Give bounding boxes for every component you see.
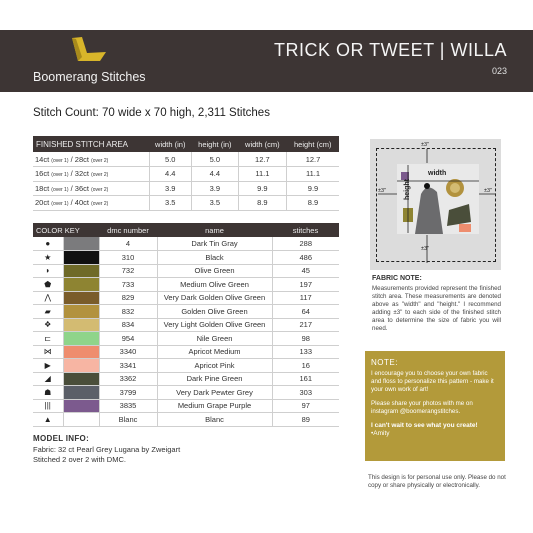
column-header: width (in) <box>149 136 192 152</box>
height-cm-cell: 12.7 <box>287 152 339 167</box>
count-b-note: (over 2) <box>91 201 109 208</box>
count-a-note: (over 1) <box>51 201 69 208</box>
width-cm-cell: 11.1 <box>238 167 286 182</box>
stitch-symbol-icon: ★ <box>33 251 63 265</box>
color-name-cell: Blanc <box>157 413 272 427</box>
width-in-cell: 4.4 <box>149 167 192 182</box>
color-name-cell: Very Dark Golden Olive Green <box>157 291 272 305</box>
header-banner <box>0 30 533 92</box>
stitches-cell: 303 <box>272 386 339 400</box>
stitches-cell: 98 <box>272 332 339 346</box>
dmc-number-cell: 3341 <box>99 359 157 373</box>
stitches-cell: 288 <box>272 237 339 251</box>
table-row <box>33 181 339 196</box>
color-swatch <box>64 359 99 372</box>
table-row <box>33 305 339 319</box>
color-swatch-cell <box>63 264 99 278</box>
height-label: height <box>404 179 411 200</box>
model-info-stitched: Stitched 2 over 2 with DMC. <box>33 455 126 464</box>
model-info-title: MODEL INFO: <box>33 434 90 443</box>
height-in-cell: 3.9 <box>192 181 239 196</box>
count-b: 40ct <box>74 198 89 208</box>
dim-top-label: ±3" <box>421 142 430 148</box>
color-swatch-cell <box>63 399 99 413</box>
color-swatch-cell <box>63 278 99 292</box>
width-cm-cell: 12.7 <box>238 152 286 167</box>
table-row <box>33 152 339 167</box>
table-row <box>33 237 339 251</box>
table-row <box>33 196 339 211</box>
color-swatch-cell <box>63 359 99 373</box>
dmc-number-cell: 954 <box>99 332 157 346</box>
count-b: 32ct <box>74 169 89 179</box>
dmc-number-cell: 4 <box>99 237 157 251</box>
stitches-cell: 64 <box>272 305 339 319</box>
color-swatch-cell <box>63 332 99 346</box>
column-header: width (cm) <box>238 136 286 152</box>
table-row <box>33 251 339 265</box>
column-header: FINISHED STITCH AREA <box>33 136 149 152</box>
stitches-cell: 133 <box>272 345 339 359</box>
dim-bottom-label: ±3" <box>421 246 430 252</box>
note-paragraph-2: Please share your photos with me on instagram @boomerangstitches. <box>371 400 473 415</box>
column-header: COLOR KEY <box>33 223 99 237</box>
count-a: 14ct <box>35 154 50 164</box>
height-cm-cell: 9.9 <box>287 181 339 196</box>
width-in-cell: 5.0 <box>149 152 192 167</box>
table-header-row <box>33 136 339 152</box>
table-row <box>33 278 339 292</box>
note-box <box>365 351 505 461</box>
color-swatch <box>64 305 99 318</box>
color-name-cell: Very Light Golden Olive Green <box>157 318 272 332</box>
disclaimer: This design is for personal use only. Please do not copy or share physically or electronically. <box>368 474 506 489</box>
color-swatch-cell <box>63 372 99 386</box>
fabric-note-text: Measurements provided represent the finished stitch area. These measurements are denoted above as "width" and "height." I recommend adding ±3" to each side of the finished stitch area to determine the size of fabric you will need. <box>372 285 501 332</box>
color-swatch <box>64 400 99 413</box>
width-in-cell: 3.5 <box>149 196 192 211</box>
dmc-number-cell: 733 <box>99 278 157 292</box>
color-name-cell: Nile Green <box>157 332 272 346</box>
dim-left-label: ±3" <box>378 188 387 194</box>
stitch-symbol-icon: ☗ <box>33 386 63 400</box>
color-swatch <box>64 237 99 250</box>
stitch-symbol-icon: ◢ <box>33 372 63 386</box>
dimension-lines <box>370 139 501 270</box>
stitch-symbol-icon: ❖ <box>33 318 63 332</box>
color-swatch <box>64 292 99 305</box>
note-signature: •Amity <box>371 430 390 437</box>
stitches-cell: 197 <box>272 278 339 292</box>
stitch-symbol-icon: ◗ <box>33 264 63 278</box>
color-name-cell: Apricot Medium <box>157 345 272 359</box>
color-name-cell: Olive Green <box>157 264 272 278</box>
height-cm-cell: 8.9 <box>287 196 339 211</box>
color-swatch-cell <box>63 345 99 359</box>
table-row <box>33 291 339 305</box>
color-swatch <box>64 332 99 345</box>
table-row <box>33 332 339 346</box>
color-swatch-cell <box>63 305 99 319</box>
stitch-symbol-icon: ⊏ <box>33 332 63 346</box>
color-swatch <box>64 278 99 291</box>
dmc-number-cell: 3362 <box>99 372 157 386</box>
brand-name: Boomerang Stitches <box>33 70 146 84</box>
table-row <box>33 413 339 427</box>
color-swatch-cell <box>63 413 99 427</box>
stitch-symbol-icon: ||| <box>33 399 63 413</box>
column-header: height (cm) <box>287 136 339 152</box>
stitches-cell: 486 <box>272 251 339 265</box>
color-swatch <box>64 265 99 278</box>
pattern-code: 023 <box>491 66 507 76</box>
table-row <box>33 399 339 413</box>
stitch-symbol-icon: ▰ <box>33 305 63 319</box>
stitches-cell: 16 <box>272 359 339 373</box>
stitches-cell: 217 <box>272 318 339 332</box>
fabric-note-title: FABRIC NOTE: <box>372 275 422 282</box>
column-header: dmc number <box>99 223 157 237</box>
table-row <box>33 359 339 373</box>
pattern-title: TRICK OR TWEET | WILLA <box>273 40 507 60</box>
table-row <box>33 318 339 332</box>
dmc-number-cell: 3340 <box>99 345 157 359</box>
color-swatch <box>64 413 99 426</box>
height-in-cell: 5.0 <box>192 152 239 167</box>
dmc-number-cell: 832 <box>99 305 157 319</box>
fabric-count-cell: 16ct (over 1) / 32ct (over 2) <box>33 167 149 182</box>
model-info-fabric: Fabric: 32 ct Pearl Grey Lugana by Zweigart <box>33 445 181 454</box>
count-b: 36ct <box>74 183 89 193</box>
color-name-cell: Very Dark Pewter Grey <box>157 386 272 400</box>
color-name-cell: Medium Olive Green <box>157 278 272 292</box>
count-a: 18ct <box>35 183 50 193</box>
table-row <box>33 372 339 386</box>
width-cm-cell: 8.9 <box>238 196 286 211</box>
stitch-symbol-icon: ▲ <box>33 413 63 427</box>
fabric-count-cell: 14ct (over 1) / 28ct (over 2) <box>33 152 149 167</box>
height-cm-cell: 11.1 <box>287 167 339 182</box>
color-swatch-cell <box>63 291 99 305</box>
note-bold-line: I can't wait to see what you create! <box>371 422 478 429</box>
color-swatch <box>64 386 99 399</box>
stitch-symbol-icon: ● <box>33 237 63 251</box>
count-a-note: (over 1) <box>51 157 69 164</box>
count-b-note: (over 2) <box>91 157 109 164</box>
color-name-cell: Black <box>157 251 272 265</box>
fabric-count-cell: 18ct (over 1) / 36ct (over 2) <box>33 181 149 196</box>
color-swatch-cell <box>63 386 99 400</box>
count-a-note: (over 1) <box>51 186 69 193</box>
count-a: 16ct <box>35 169 50 179</box>
count-b-note: (over 2) <box>91 186 109 193</box>
stitches-cell: 97 <box>272 399 339 413</box>
dmc-number-cell: 829 <box>99 291 157 305</box>
table-row <box>33 264 339 278</box>
dim-right-label: ±3" <box>484 188 493 194</box>
color-swatch <box>64 346 99 359</box>
stitches-cell: 45 <box>272 264 339 278</box>
note-title: NOTE: <box>371 358 398 367</box>
dmc-number-cell: 834 <box>99 318 157 332</box>
color-swatch-cell <box>63 318 99 332</box>
count-a: 20ct <box>35 198 50 208</box>
width-label: width <box>428 170 447 177</box>
boomerang-logo-icon <box>70 35 110 63</box>
height-in-cell: 4.4 <box>192 167 239 182</box>
color-name-cell: Apricot Pink <box>157 359 272 373</box>
note-paragraph-1: I encourage you to choose your own fabric and floss to personalize this pattern - make it your own work of art! <box>371 370 494 393</box>
fabric-count-cell: 20ct (over 1) / 40ct (over 2) <box>33 196 149 211</box>
color-name-cell: Golden Olive Green <box>157 305 272 319</box>
color-name-cell: Medium Grape Purple <box>157 399 272 413</box>
color-swatch-cell <box>63 251 99 265</box>
table-row <box>33 167 339 182</box>
count-a-note: (over 1) <box>51 172 69 179</box>
color-name-cell: Dark Tin Gray <box>157 237 272 251</box>
dmc-number-cell: 3799 <box>99 386 157 400</box>
table-header-row <box>33 223 339 237</box>
dmc-number-cell: 310 <box>99 251 157 265</box>
count-b: 28ct <box>74 154 89 164</box>
stitch-symbol-icon: ⬟ <box>33 278 63 292</box>
color-swatch-cell <box>63 237 99 251</box>
stitches-cell: 161 <box>272 372 339 386</box>
column-header: name <box>157 223 272 237</box>
column-header: stitches <box>272 223 339 237</box>
dmc-number-cell: 3835 <box>99 399 157 413</box>
height-in-cell: 3.5 <box>192 196 239 211</box>
dmc-number-cell: Blanc <box>99 413 157 427</box>
count-b-note: (over 2) <box>91 172 109 179</box>
color-swatch <box>64 319 99 332</box>
finished-stitch-area-table <box>33 136 339 211</box>
stitch-symbol-icon: ⋈ <box>33 345 63 359</box>
stitch-count: Stitch Count: 70 wide x 70 high, 2,311 Stitches <box>33 107 270 119</box>
table-row <box>33 345 339 359</box>
color-name-cell: Dark Pine Green <box>157 372 272 386</box>
stitch-symbol-icon: ⋀ <box>33 291 63 305</box>
color-key-table <box>33 223 339 427</box>
column-header: height (in) <box>192 136 239 152</box>
width-in-cell: 3.9 <box>149 181 192 196</box>
color-swatch <box>64 251 99 264</box>
stitch-symbol-icon: ▶ <box>33 359 63 373</box>
table-row <box>33 386 339 400</box>
color-swatch <box>64 373 99 386</box>
width-cm-cell: 9.9 <box>238 181 286 196</box>
dmc-number-cell: 732 <box>99 264 157 278</box>
stitches-cell: 89 <box>272 413 339 427</box>
stitches-cell: 117 <box>272 291 339 305</box>
